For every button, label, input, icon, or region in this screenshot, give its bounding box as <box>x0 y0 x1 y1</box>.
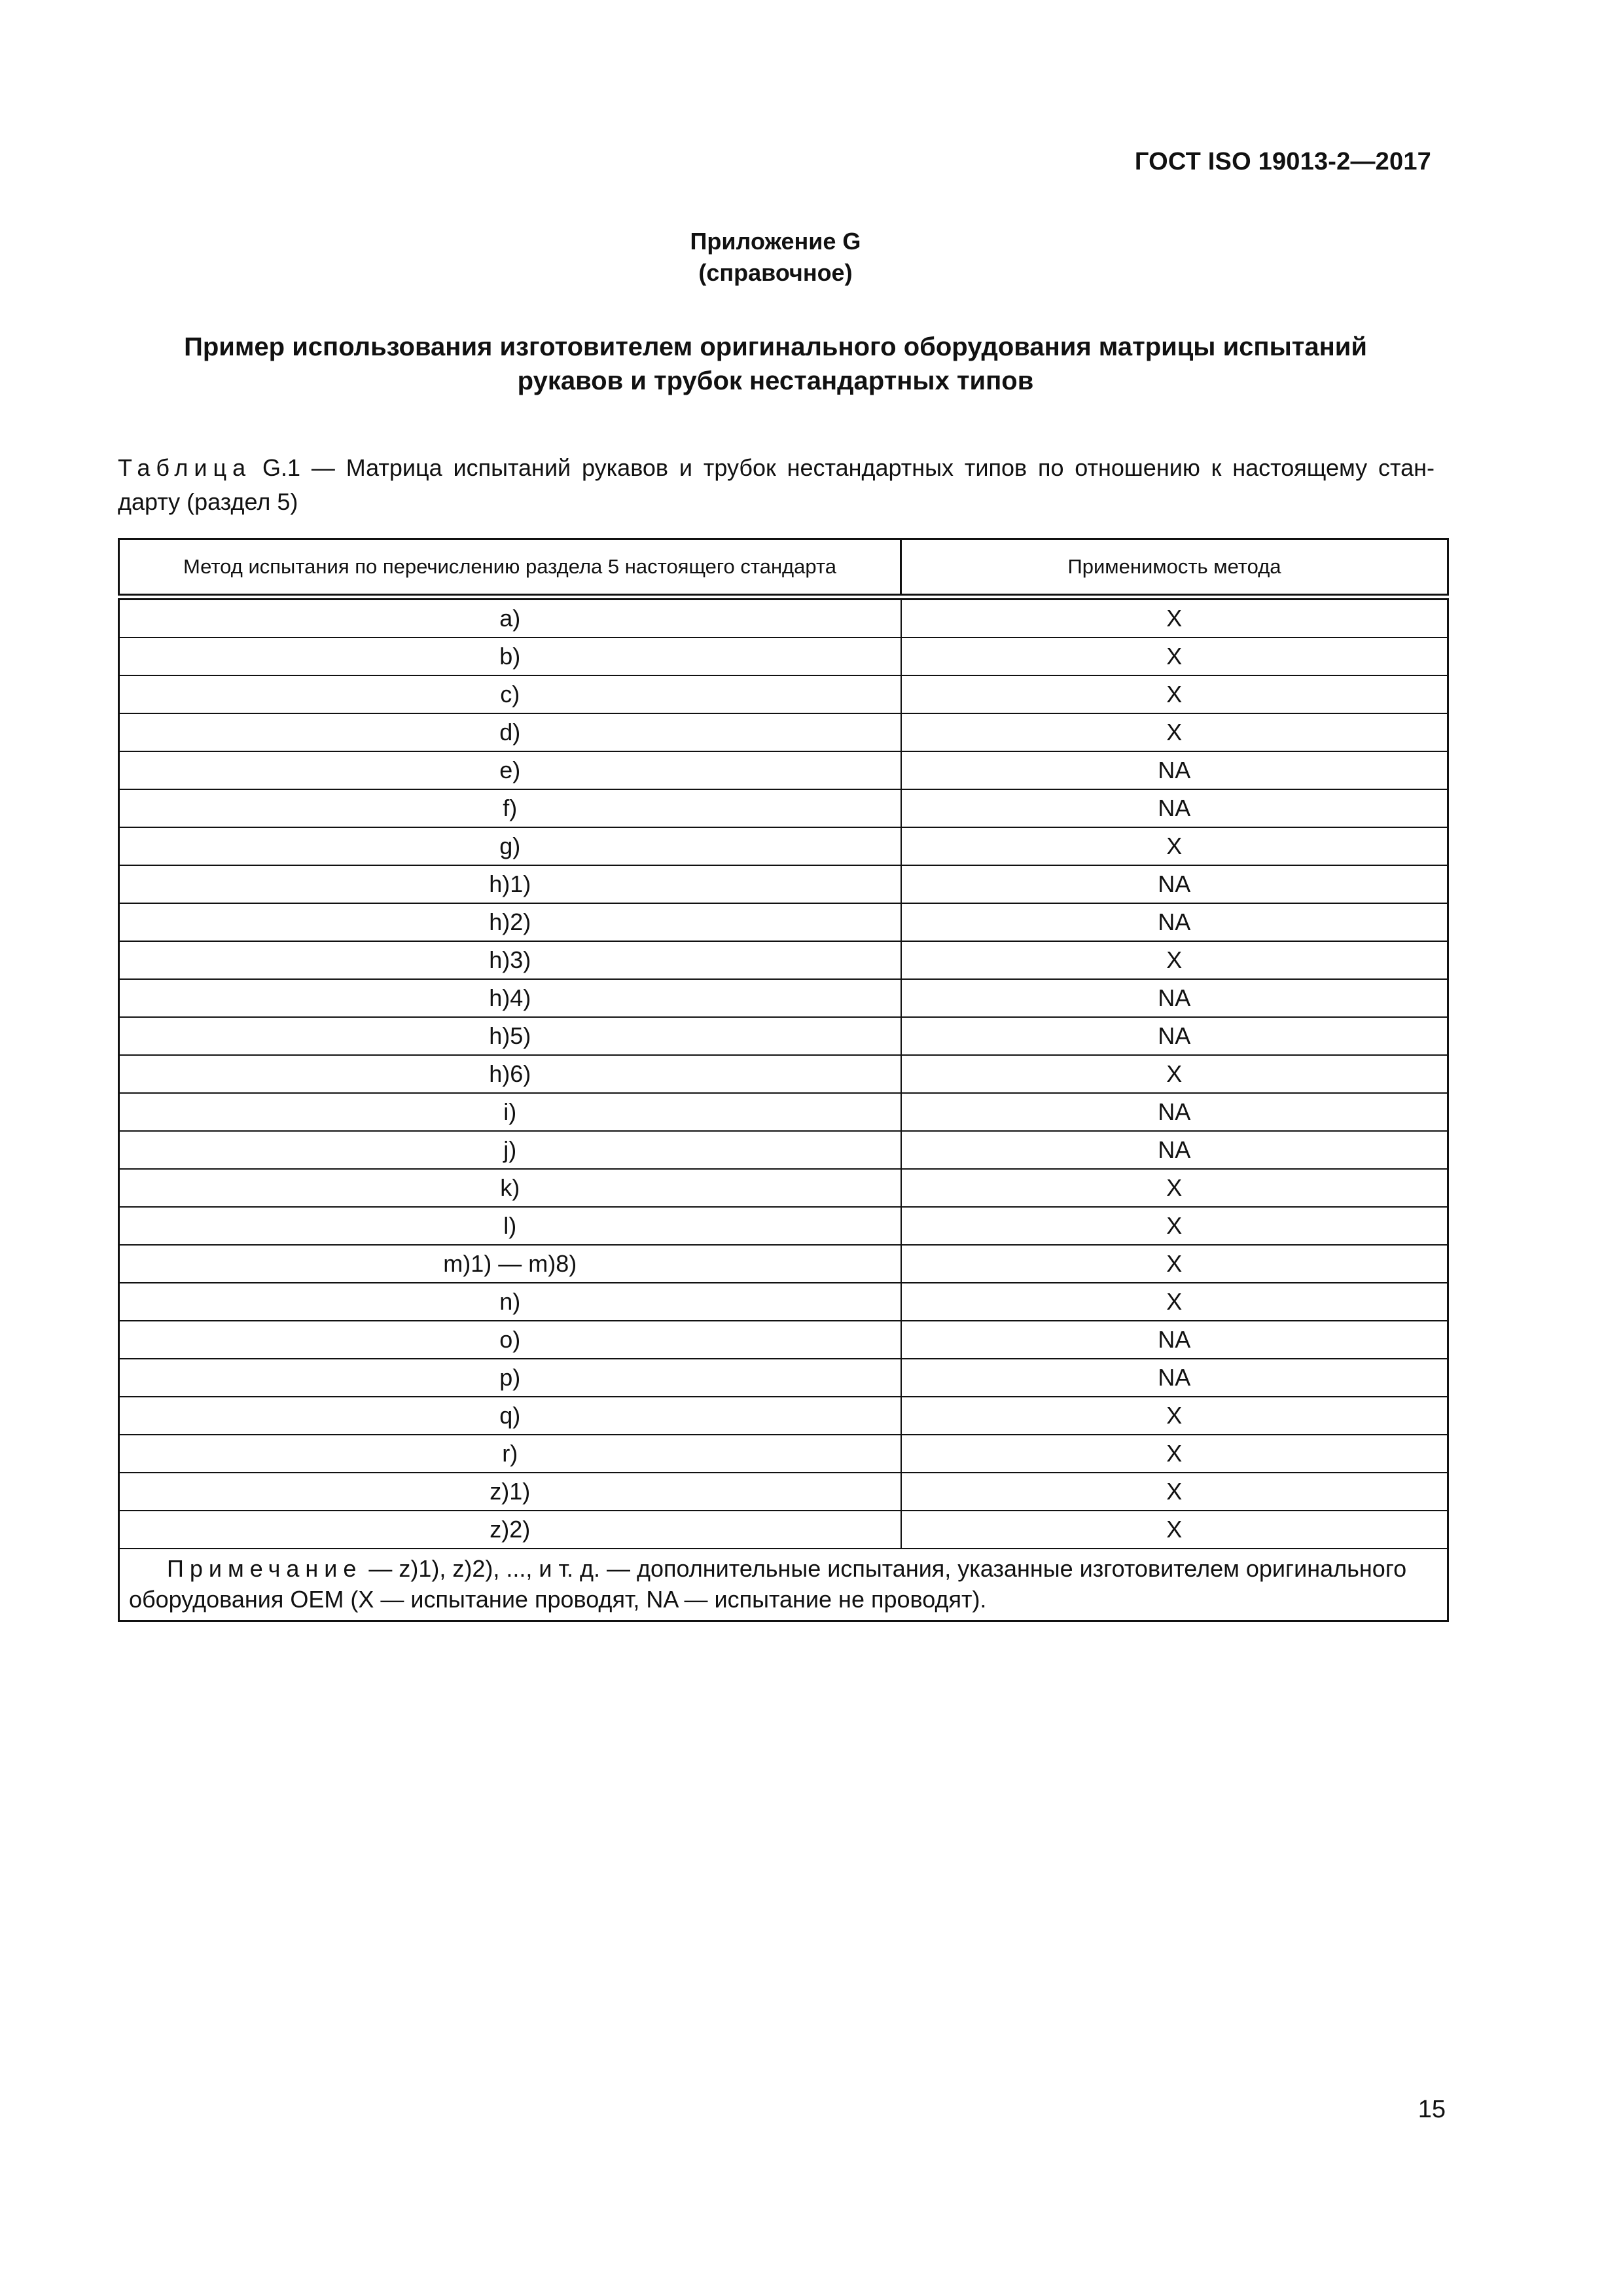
applicability-cell: X <box>901 1473 1448 1511</box>
table-caption-text: G.1 — Матрица испытаний рукавов и трубок нестандартных типов по отношению к настоящему стан- <box>262 454 1435 481</box>
applicability-cell: X <box>901 1207 1448 1245</box>
method-cell: j) <box>119 1131 901 1169</box>
table-row <box>119 979 1448 1017</box>
table-row <box>119 675 1448 713</box>
note-label: Примечание <box>167 1555 363 1582</box>
table-row <box>119 1511 1448 1549</box>
applicability-cell: NA <box>901 979 1448 1017</box>
applicability-cell: X <box>901 827 1448 865</box>
table-row <box>119 1473 1448 1511</box>
table-caption-continuation: дарту (раздел 5) <box>118 488 298 515</box>
main-title-line-1: Пример использования изготовителем оригинального оборудования матрицы испытаний <box>184 332 1367 361</box>
applicability-cell: NA <box>901 903 1448 941</box>
applicability-cell: X <box>901 941 1448 979</box>
table-row <box>119 941 1448 979</box>
table-row <box>119 1397 1448 1435</box>
main-title-line-2: рукавов и трубок нестандартных типов <box>517 367 1034 395</box>
method-cell: g) <box>119 827 901 865</box>
method-cell: f) <box>119 789 901 827</box>
table-row <box>119 713 1448 751</box>
page-number: 15 <box>1418 2096 1446 2123</box>
table-row <box>119 637 1448 675</box>
method-cell: n) <box>119 1283 901 1321</box>
method-cell: k) <box>119 1169 901 1207</box>
table-row <box>119 865 1448 903</box>
applicability-cell: X <box>901 675 1448 713</box>
table-row <box>119 597 1448 637</box>
table-note <box>119 1549 1448 1621</box>
table-row <box>119 1435 1448 1473</box>
method-cell: m)1) — m)8) <box>119 1245 901 1283</box>
header-method: Метод испытания по перечислению раздела 5 настоящего стандарта <box>119 539 901 598</box>
method-cell: c) <box>119 675 901 713</box>
applicability-cell: X <box>901 1397 1448 1435</box>
method-cell: q) <box>119 1397 901 1435</box>
applicability-cell: X <box>901 1511 1448 1549</box>
table-body <box>119 597 1448 1621</box>
table-header <box>119 539 1448 598</box>
table-row <box>119 1169 1448 1207</box>
method-cell: d) <box>119 713 901 751</box>
applicability-cell: X <box>901 1245 1448 1283</box>
table-row <box>119 1359 1448 1397</box>
table-row <box>119 1245 1448 1283</box>
applicability-cell: NA <box>901 865 1448 903</box>
applicability-cell: NA <box>901 1321 1448 1359</box>
method-cell: z)1) <box>119 1473 901 1511</box>
table-row <box>119 751 1448 789</box>
method-cell: h)3) <box>119 941 901 979</box>
annex-kind: (справочное) <box>698 259 853 286</box>
applicability-cell: X <box>901 1055 1448 1093</box>
annex-heading <box>118 226 1433 289</box>
method-cell: p) <box>119 1359 901 1397</box>
method-cell: h)6) <box>119 1055 901 1093</box>
method-cell: b) <box>119 637 901 675</box>
applicability-cell: NA <box>901 751 1448 789</box>
table-row <box>119 1093 1448 1131</box>
applicability-cell: NA <box>901 1017 1448 1055</box>
method-cell: l) <box>119 1207 901 1245</box>
method-cell: h)1) <box>119 865 901 903</box>
method-cell: z)2) <box>119 1511 901 1549</box>
table-caption-label: Таблица <box>118 454 252 481</box>
method-cell: a) <box>119 597 901 637</box>
applicability-cell: NA <box>901 1131 1448 1169</box>
applicability-cell: X <box>901 1169 1448 1207</box>
table-note-row <box>119 1549 1448 1621</box>
header-applicability: Применимость метода <box>901 539 1448 598</box>
test-matrix-table <box>118 538 1449 1622</box>
applicability-cell: X <box>901 1283 1448 1321</box>
applicability-cell: NA <box>901 789 1448 827</box>
method-cell: h)5) <box>119 1017 901 1055</box>
table-row <box>119 789 1448 827</box>
table-row <box>119 1321 1448 1359</box>
table-row <box>119 1131 1448 1169</box>
method-cell: e) <box>119 751 901 789</box>
applicability-cell: X <box>901 1435 1448 1473</box>
annex-name: Приложение G <box>690 228 861 255</box>
note-text: — z)1), z)2), ..., и т. д. — дополнительные испытания, указанные изготовителем оригинального оборудования OEM (X — испытание проводят, NA — испытание не проводят). <box>129 1555 1407 1613</box>
table-row <box>119 1017 1448 1055</box>
table-row <box>119 1283 1448 1321</box>
table-header-row <box>119 539 1448 598</box>
applicability-cell: X <box>901 597 1448 637</box>
method-cell: r) <box>119 1435 901 1473</box>
applicability-cell: NA <box>901 1093 1448 1131</box>
method-cell: i) <box>119 1093 901 1131</box>
table-row <box>119 827 1448 865</box>
table-caption <box>118 451 1435 519</box>
method-cell: h)2) <box>119 903 901 941</box>
applicability-cell: X <box>901 713 1448 751</box>
method-cell: h)4) <box>119 979 901 1017</box>
applicability-cell: X <box>901 637 1448 675</box>
table-row <box>119 1055 1448 1093</box>
method-cell: o) <box>119 1321 901 1359</box>
applicability-cell: NA <box>901 1359 1448 1397</box>
main-title <box>118 330 1433 398</box>
table-row <box>119 903 1448 941</box>
document-code: ГОСТ ISO 19013-2—2017 <box>1134 148 1431 175</box>
table-row <box>119 1207 1448 1245</box>
